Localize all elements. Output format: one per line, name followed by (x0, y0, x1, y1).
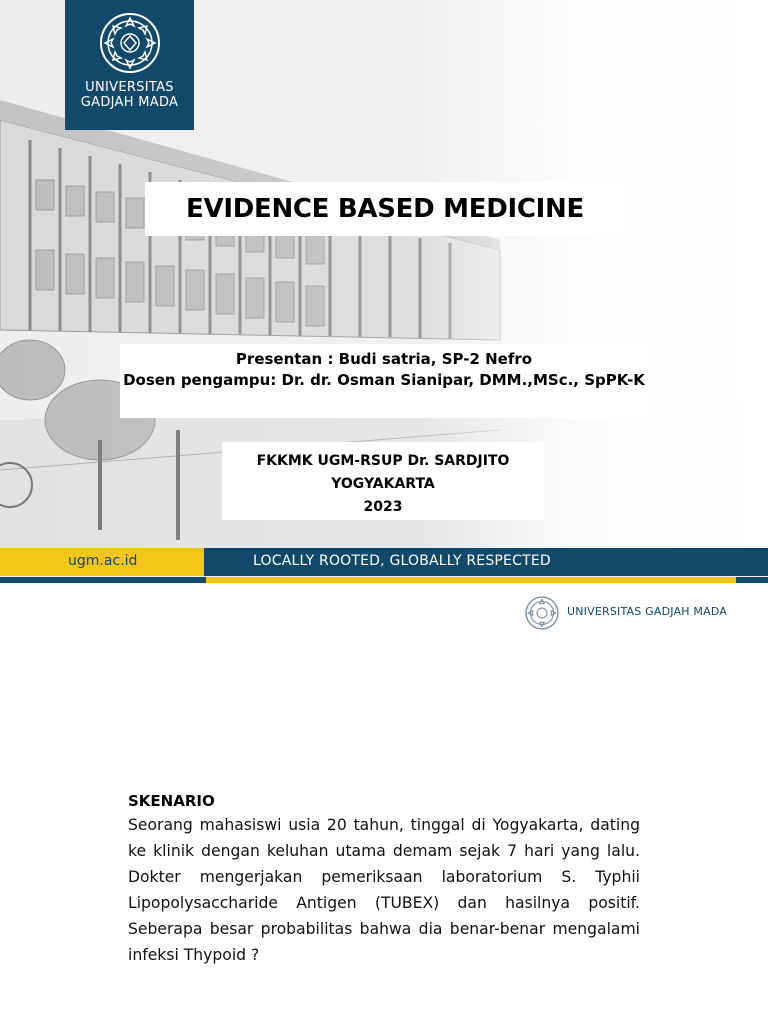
ugm-emblem-icon (99, 12, 161, 74)
institution-box (222, 442, 544, 520)
ugm-logo (65, 0, 194, 130)
brand-text: UNIVERSITAS GADJAH MADA (567, 605, 728, 618)
institution-name: FKKMK UGM-RSUP Dr. SARDJITO (256, 453, 510, 469)
footer-url: ugm.ac.id (68, 553, 138, 569)
footer-tagline: LOCALLY ROOTED, GLOBALLY RESPECTED (253, 553, 551, 569)
logo-text: UNIVERSITAS GADJAH MADA (80, 80, 179, 110)
scenario-section (128, 790, 640, 968)
institution-year: 2023 (363, 499, 403, 515)
title-box (145, 182, 625, 236)
footer-bottom-accent (206, 577, 736, 583)
lecturer-line: Dosen pengampu: Dr. dr. Osman Sianipar, DMM.,MSc., SpPK-K (123, 371, 645, 389)
ugm-emblem-icon (525, 596, 559, 630)
institution-city: YOGYAKARTA (331, 476, 435, 492)
presenter-line: Presentan : Budi satria, SP-2 Nefro (235, 350, 533, 368)
scenario-body: Seorang mahasiswi usia 20 tahun, tinggal di Yogyakarta, dating ke klinik dengan keluhan utama demam sejak 7 hari yang lalu. Dokter mengerjakan pemeriksaan laboratorium S. Typhii Lipopolysaccharide Antigen (TUBEX) dan hasilnya positif. Seberapa besar probabilitas bahwa dia benar-benar mengalami infeksi Thypoid ? (128, 816, 640, 964)
presenter-box (120, 344, 648, 418)
slide2-brand (525, 596, 735, 630)
slide-title: EVIDENCE BASED MEDICINE (186, 194, 584, 224)
scenario-heading: SKENARIO (128, 792, 215, 810)
